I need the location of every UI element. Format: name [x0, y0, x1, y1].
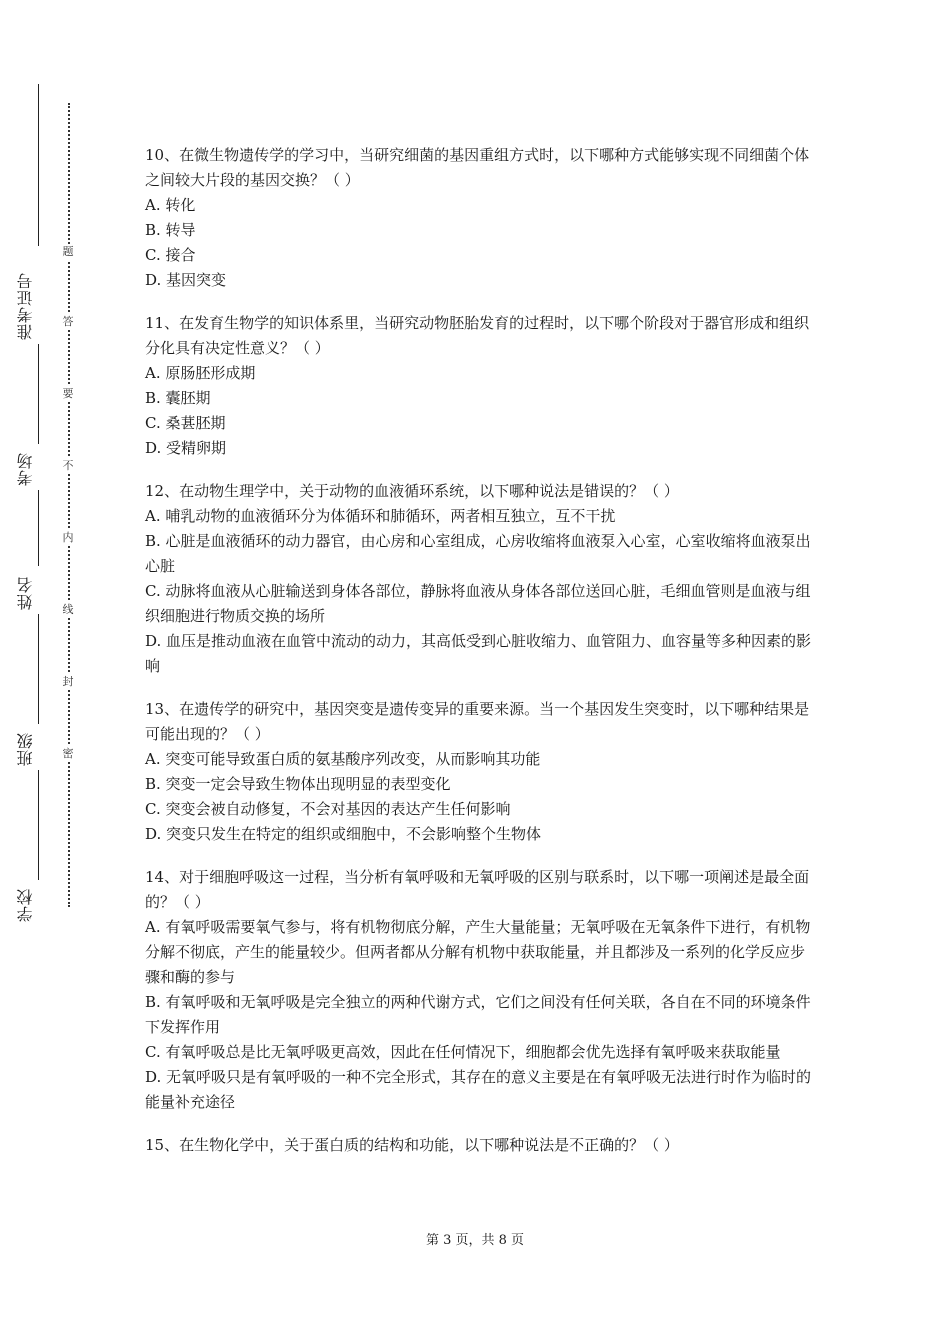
option-c: C. 突变会被自动修复，不会对基因的表达产生任何影响	[145, 800, 511, 818]
question-15	[145, 1133, 813, 1158]
question-13	[145, 697, 813, 847]
exam-number-label: 准考证号	[16, 272, 35, 340]
option-d: D. 基因突变	[145, 271, 227, 289]
field-rule	[38, 344, 39, 444]
option-b: B. 囊胚期	[145, 389, 211, 407]
option-b: B. 突变一定会导致生物体出现明显的表型变化	[145, 775, 451, 793]
field-rule	[38, 490, 39, 566]
exam-room-label: 考场	[16, 452, 35, 486]
option-c: C. 接合	[145, 246, 196, 264]
question-stem: 10、在微生物遗传学的学习中，当研究细菌的基因重组方式时，以下哪种方式能够实现不同细菌个体之间较大片段的基因交换？（ ）	[145, 146, 810, 189]
option-a: A. 原肠胚形成期	[145, 364, 256, 382]
question-14	[145, 865, 813, 1115]
school-label: 学校	[16, 888, 35, 922]
question-stem: 14、对于细胞呼吸这一过程，当分析有氧呼吸和无氧呼吸的区别与联系时，以下哪一项阐述是最全面的？（ ）	[145, 868, 810, 911]
question-12	[145, 479, 813, 679]
seal-dotted-line	[68, 103, 70, 907]
option-d: D. 血压是推动血液在血管中流动的动力，其高低受到心脏收缩力、血管阻力、血容量等多种因素的影响	[145, 632, 812, 675]
seal-char: 封	[60, 674, 76, 690]
option-b: B. 心脏是血液循环的动力器官，由心房和心室组成，心房收缩将血液泵入心室，心室收缩将血液泵出心脏	[145, 532, 811, 575]
option-a: A. 转化	[145, 196, 196, 214]
option-d: D. 无氧呼吸只是有氧呼吸的一种不完全形式，其存在的意义主要是在有氧呼吸无法进行时作为临时的能量补充途径	[145, 1068, 812, 1111]
seal-char: 题	[60, 244, 76, 260]
seal-char: 内	[60, 530, 76, 546]
page-number: 第 3 页，共 8 页	[425, 1233, 525, 1248]
field-rule	[38, 84, 39, 246]
option-a: A. 突变可能导致蛋白质的氨基酸序列改变，从而影响其功能	[145, 750, 541, 768]
seal-char: 不	[60, 458, 76, 474]
option-b: B. 有氧呼吸和无氧呼吸是完全独立的两种代谢方式，它们之间没有任何关联，各自在不同的环境条件下发挥作用	[145, 993, 811, 1036]
question-stem: 15、在生物化学中，关于蛋白质的结构和功能，以下哪种说法是不正确的？（ ）	[145, 1136, 679, 1154]
option-b: B. 转导	[145, 221, 196, 239]
question-stem: 11、在发育生物学的知识体系里，当研究动物胚胎发育的过程时，以下哪个阶段对于器官形成和组织分化具有决定性意义？（ ）	[145, 314, 810, 357]
option-d: D. 突变只发生在特定的组织或细胞中，不会影响整个生物体	[145, 825, 542, 843]
option-c: C. 有氧呼吸总是比无氧呼吸更高效，因此在任何情况下，细胞都会优先选择有氧呼吸来获取能量	[145, 1043, 781, 1061]
field-rule	[38, 770, 39, 880]
seal-char: 答	[60, 314, 76, 330]
option-c: C. 动脉将血液从心脏输送到身体各部位，静脉将血液从身体各部位送回心脏，毛细血管则是血液与组织细胞进行物质交换的场所	[145, 582, 811, 625]
question-stem: 13、在遗传学的研究中，基因突变是遗传变异的重要来源。当一个基因发生突变时，以下哪种结果是可能出现的？（ ）	[145, 700, 810, 743]
seal-char: 要	[60, 386, 76, 402]
option-a: A. 有氧呼吸需要氧气参与，将有机物彻底分解，产生大量能量；无氧呼吸在无氧条件下进行，有机物分解不彻底，产生的能量较少。但两者都从分解有机物中获取能量，并且都涉及一系列的化学反应步骤和酶的参与	[145, 918, 811, 986]
field-rule	[38, 614, 39, 724]
question-stem: 12、在动物生理学中，关于动物的血液循环系统，以下哪种说法是错误的？（ ）	[145, 482, 679, 500]
name-label: 姓名	[16, 576, 35, 610]
question-list	[145, 143, 813, 1176]
option-a: A. 哺乳动物的血液循环分为体循环和肺循环，两者相互独立，互不干扰	[145, 507, 616, 525]
question-10	[145, 143, 813, 293]
question-11	[145, 311, 813, 461]
seal-char: 密	[60, 746, 76, 762]
option-d: D. 受精卵期	[145, 439, 227, 457]
class-label: 班级	[16, 732, 35, 766]
seal-char: 线	[60, 602, 76, 618]
option-c: C. 桑葚胚期	[145, 414, 226, 432]
